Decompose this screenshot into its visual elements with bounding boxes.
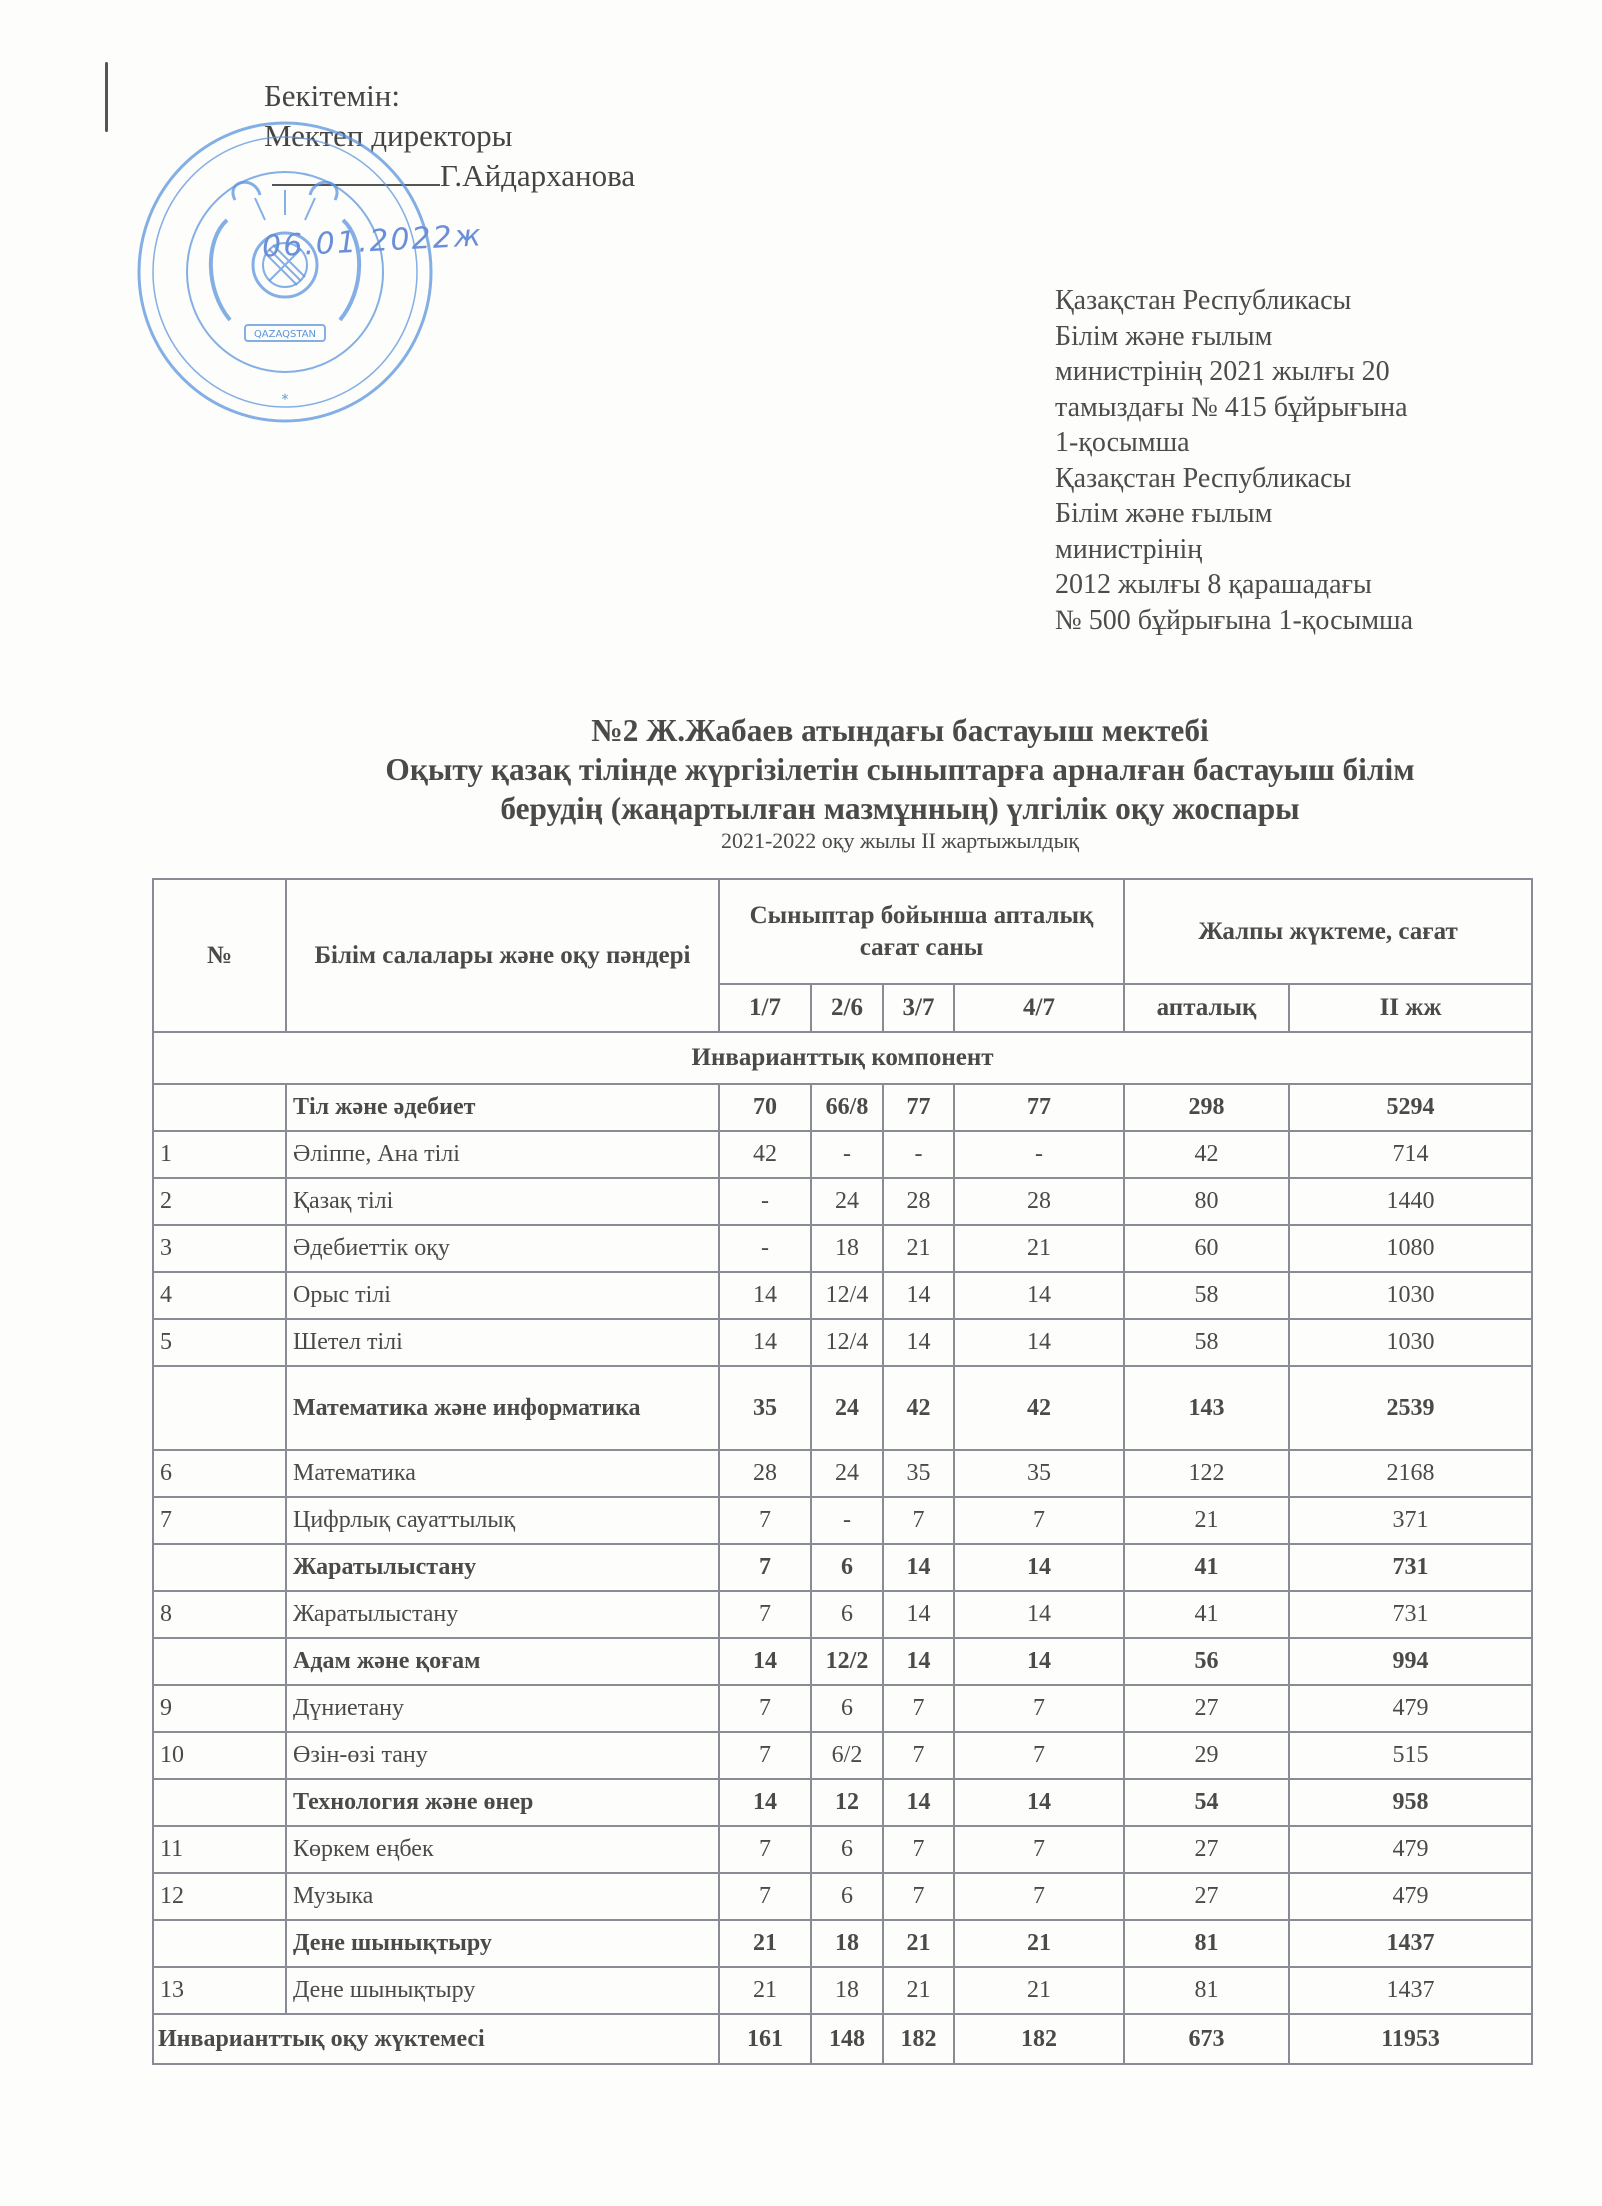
row-number: 9 — [153, 1685, 286, 1732]
semester-total: 714 — [1289, 1131, 1532, 1178]
group-row — [153, 1084, 1532, 1131]
seal-inner-text: QAZAQSTAN — [253, 329, 317, 340]
group-row — [153, 1779, 1532, 1826]
semester-total: 479 — [1289, 1685, 1532, 1732]
grade2-hours: - — [811, 1497, 883, 1544]
grade3-hours: 14 — [883, 1272, 954, 1319]
header-grade: 3/7 — [883, 984, 954, 1032]
grade1-hours: 14 — [719, 1779, 811, 1826]
grade1-hours: 35 — [719, 1366, 811, 1450]
handwritten-date: 06.01.2022ж — [261, 218, 484, 265]
approver-title: Мектеп директоры — [264, 118, 513, 153]
approval-label: Бекітемін: — [264, 78, 400, 113]
row-number — [153, 1544, 286, 1591]
grade3-hours: 7 — [883, 1732, 954, 1779]
subject-name: Әдебиеттік оқу — [286, 1225, 719, 1272]
weekly-total: 81 — [1124, 1920, 1289, 1967]
subject-name: Өзін-өзі тану — [286, 1732, 719, 1779]
grade4-hours: 14 — [954, 1591, 1124, 1638]
grade1-hours: 7 — [719, 1685, 811, 1732]
grade2-hours: 24 — [811, 1450, 883, 1497]
group-row — [153, 1366, 1532, 1450]
grade1-hours: 70 — [719, 1084, 811, 1131]
grade4-hours: 7 — [954, 1497, 1124, 1544]
grade2-hours: 6 — [811, 1685, 883, 1732]
row-number — [153, 1638, 286, 1685]
weekly-total: 122 — [1124, 1450, 1289, 1497]
grade4-hours: 14 — [954, 1779, 1124, 1826]
semester-total: 1030 — [1289, 1272, 1532, 1319]
grade2-hours: 6 — [811, 1826, 883, 1873]
appendix-line: 2012 жылғы 8 қарашадағы — [1055, 569, 1372, 600]
grade2-hours: 12 — [811, 1779, 883, 1826]
weekly-total: 298 — [1124, 1084, 1289, 1131]
grade2-hours: 148 — [811, 2014, 883, 2064]
appendix-line: Қазақстан Республикасы — [1055, 462, 1352, 494]
semester-total: 1437 — [1289, 1920, 1532, 1967]
table-row — [153, 1272, 1532, 1319]
grade4-hours: 7 — [954, 1873, 1124, 1920]
table-row — [153, 1497, 1532, 1544]
grade1-hours: 7 — [719, 1544, 811, 1591]
grade2-hours: 18 — [811, 1225, 883, 1272]
school-name: №2 Ж.Жабаев атындағы бастауыш мектебі — [591, 712, 1209, 748]
subject-name: Музыка — [286, 1873, 719, 1920]
grade2-hours: 24 — [811, 1178, 883, 1225]
group-row — [153, 1544, 1532, 1591]
grade2-hours: 12/4 — [811, 1272, 883, 1319]
grade2-hours: 66/8 — [811, 1084, 883, 1131]
appendix-line: Қазақстан Республикасы — [1055, 285, 1352, 316]
grade4-hours: 21 — [954, 1967, 1124, 2014]
subject-name: Технология және өнер — [286, 1779, 719, 1826]
table-row — [153, 1131, 1532, 1178]
row-number — [153, 1779, 286, 1826]
table-row — [153, 1178, 1532, 1225]
weekly-total: 673 — [1124, 2014, 1289, 2064]
signer-name: Г.Айдарханова — [440, 158, 636, 193]
table-row — [153, 1732, 1532, 1779]
grade1-hours: - — [719, 1178, 811, 1225]
weekly-total: 27 — [1124, 1685, 1289, 1732]
subject-name: Көркем еңбек — [286, 1826, 719, 1873]
grade1-hours: 7 — [719, 1826, 811, 1873]
appendix-line: тамыздағы № 415 бұйрығына — [1055, 391, 1408, 423]
row-number: 4 — [153, 1272, 286, 1319]
grade3-hours: 14 — [883, 1779, 954, 1826]
grade3-hours: 28 — [883, 1178, 954, 1225]
grade2-hours: 12/2 — [811, 1638, 883, 1685]
plan-title-line-2: берудің (жаңартылған мазмұнның) үлгілік оқу жоспары — [500, 790, 1300, 826]
weekly-total: 54 — [1124, 1779, 1289, 1826]
weekly-total: 41 — [1124, 1591, 1289, 1638]
row-number — [153, 1920, 286, 1967]
row-number: 10 — [153, 1732, 286, 1779]
semester-total: 1437 — [1289, 1967, 1532, 2014]
row-number: 1 — [153, 1131, 286, 1178]
grade1-hours: 28 — [719, 1450, 811, 1497]
header-weekly: апталық — [1124, 984, 1289, 1032]
row-number: 7 — [153, 1497, 286, 1544]
grade2-hours: 24 — [811, 1366, 883, 1450]
grade3-hours: 14 — [883, 1638, 954, 1685]
grade2-hours: 18 — [811, 1920, 883, 1967]
table-row — [153, 1967, 1532, 2014]
weekly-total: 41 — [1124, 1544, 1289, 1591]
subject-name: Орыс тілі — [286, 1272, 719, 1319]
appendix-line: № 500 бұйрығына 1-қосымша — [1055, 604, 1414, 636]
subject-name: Цифрлық сауаттылық — [286, 1497, 719, 1544]
appendix-reference — [1055, 283, 1413, 638]
grade2-hours: 6 — [811, 1873, 883, 1920]
semester-total: 479 — [1289, 1873, 1532, 1920]
header-grade: 2/6 — [811, 984, 883, 1032]
grade4-hours: 21 — [954, 1225, 1124, 1272]
group-row — [153, 1920, 1532, 1967]
header-grade: 1/7 — [719, 984, 811, 1032]
weekly-total: 60 — [1124, 1225, 1289, 1272]
header-semester: ІІ жж — [1289, 984, 1532, 1032]
grade2-hours: 6 — [811, 1544, 883, 1591]
grade3-hours: - — [883, 1131, 954, 1178]
semester-total: 2168 — [1289, 1450, 1532, 1497]
semester-total: 731 — [1289, 1544, 1532, 1591]
grade4-hours: 28 — [954, 1178, 1124, 1225]
grade3-hours: 182 — [883, 2014, 954, 2064]
semester-total: 5294 — [1289, 1084, 1532, 1131]
table-row — [153, 1873, 1532, 1920]
svg-text:*: * — [281, 392, 289, 408]
row-number: 13 — [153, 1967, 286, 2014]
grade4-hours: 14 — [954, 1638, 1124, 1685]
grade4-hours: 21 — [954, 1920, 1124, 1967]
subject-name: Қазақ тілі — [286, 1178, 719, 1225]
grade4-hours: 42 — [954, 1366, 1124, 1450]
header-total-load: Жалпы жүктеме, сағат — [1124, 879, 1532, 984]
grade3-hours: 14 — [883, 1591, 954, 1638]
group-row — [153, 1638, 1532, 1685]
row-number: 2 — [153, 1178, 286, 1225]
grade2-hours: 18 — [811, 1967, 883, 2014]
grade1-hours: 161 — [719, 2014, 811, 2064]
document-title — [250, 711, 1550, 854]
weekly-total: 42 — [1124, 1131, 1289, 1178]
grade1-hours: - — [719, 1225, 811, 1272]
subject-name: Дене шынықтыру — [286, 1967, 719, 2014]
header-grade: 4/7 — [954, 984, 1124, 1032]
semester-total: 11953 — [1289, 2014, 1532, 2064]
semester-total: 994 — [1289, 1638, 1532, 1685]
grade1-hours: 42 — [719, 1131, 811, 1178]
semester-total: 479 — [1289, 1826, 1532, 1873]
grade2-hours: 6 — [811, 1591, 883, 1638]
grade1-hours: 14 — [719, 1638, 811, 1685]
appendix-line: Білім және ғылым — [1055, 498, 1273, 529]
subject-name: Тіл және әдебиет — [286, 1084, 719, 1131]
binder-mark — [105, 62, 108, 132]
subject-name: Адам және қоғам — [286, 1638, 719, 1685]
grade4-hours: - — [954, 1131, 1124, 1178]
subject-name: Жаратылыстану — [286, 1544, 719, 1591]
grade4-hours: 14 — [954, 1544, 1124, 1591]
appendix-line: министрінің 2021 жылғы 20 — [1055, 356, 1390, 387]
grade2-hours: 6/2 — [811, 1732, 883, 1779]
table-row — [153, 1591, 1532, 1638]
grade1-hours: 21 — [719, 1967, 811, 2014]
weekly-total: 27 — [1124, 1826, 1289, 1873]
grade1-hours: 7 — [719, 1873, 811, 1920]
semester-total: 515 — [1289, 1732, 1532, 1779]
semester-total: 731 — [1289, 1591, 1532, 1638]
table-row — [153, 1450, 1532, 1497]
subject-name: Шетел тілі — [286, 1319, 719, 1366]
subject-name: Дене шынықтыру — [286, 1920, 719, 1967]
row-number — [153, 1366, 286, 1450]
grade3-hours: 7 — [883, 1873, 954, 1920]
grade4-hours: 35 — [954, 1450, 1124, 1497]
weekly-total: 58 — [1124, 1272, 1289, 1319]
grade2-hours: - — [811, 1131, 883, 1178]
total-row — [153, 2014, 1532, 2064]
grade4-hours: 7 — [954, 1826, 1124, 1873]
weekly-total: 80 — [1124, 1178, 1289, 1225]
appendix-line: Білім және ғылым — [1055, 320, 1273, 352]
weekly-total: 143 — [1124, 1366, 1289, 1450]
row-number: 11 — [153, 1826, 286, 1873]
table-row — [153, 1685, 1532, 1732]
section-row — [153, 1032, 1532, 1084]
grade3-hours: 77 — [883, 1084, 954, 1131]
subject-name: Дүниетану — [286, 1685, 719, 1732]
curriculum-table — [152, 878, 1533, 2065]
grade4-hours: 7 — [954, 1685, 1124, 1732]
total-label: Инварианттық оқу жүктемесі — [153, 2014, 719, 2064]
grade3-hours: 35 — [883, 1450, 954, 1497]
grade1-hours: 7 — [719, 1497, 811, 1544]
grade4-hours: 77 — [954, 1084, 1124, 1131]
grade3-hours: 21 — [883, 1920, 954, 1967]
subject-name: Әліппе, Ана тілі — [286, 1131, 719, 1178]
official-seal-icon — [135, 120, 435, 425]
grade1-hours: 21 — [719, 1920, 811, 1967]
header-number: № — [153, 879, 286, 1032]
grade3-hours: 7 — [883, 1826, 954, 1873]
academic-period: 2021-2022 оқу жылы ІІ жартыжылдық — [720, 828, 1080, 853]
semester-total: 1080 — [1289, 1225, 1532, 1272]
table-row — [153, 1225, 1532, 1272]
section-title: Инварианттық компонент — [153, 1032, 1532, 1084]
grade2-hours: 12/4 — [811, 1319, 883, 1366]
semester-total: 1440 — [1289, 1178, 1532, 1225]
grade3-hours: 7 — [883, 1497, 954, 1544]
plan-title-line-1: Оқыту қазақ тілінде жүргізілетін сыныптарға арналған бастауыш білім — [385, 751, 1415, 787]
row-number: 12 — [153, 1873, 286, 1920]
grade4-hours: 7 — [954, 1732, 1124, 1779]
subject-name: Математика және информатика — [286, 1366, 719, 1450]
row-number: 6 — [153, 1450, 286, 1497]
weekly-total: 27 — [1124, 1873, 1289, 1920]
weekly-total: 58 — [1124, 1319, 1289, 1366]
subject-name: Жаратылыстану — [286, 1591, 719, 1638]
grade3-hours: 21 — [883, 1967, 954, 2014]
semester-total: 371 — [1289, 1497, 1532, 1544]
grade3-hours: 42 — [883, 1366, 954, 1450]
table-row — [153, 1826, 1532, 1873]
grade3-hours: 21 — [883, 1225, 954, 1272]
semester-total: 958 — [1289, 1779, 1532, 1826]
weekly-total: 29 — [1124, 1732, 1289, 1779]
grade1-hours: 7 — [719, 1732, 811, 1779]
grade4-hours: 182 — [954, 2014, 1124, 2064]
grade4-hours: 14 — [954, 1319, 1124, 1366]
header-weekly-hours: Сыныптар бойынша апталық сағат саны — [719, 879, 1124, 984]
header-subject: Білім салалары және оқу пәндері — [286, 879, 719, 1032]
row-number — [153, 1084, 286, 1131]
semester-total: 2539 — [1289, 1366, 1532, 1450]
grade3-hours: 7 — [883, 1685, 954, 1732]
grade1-hours: 14 — [719, 1272, 811, 1319]
row-number: 5 — [153, 1319, 286, 1366]
grade1-hours: 14 — [719, 1319, 811, 1366]
grade1-hours: 7 — [719, 1591, 811, 1638]
weekly-total: 56 — [1124, 1638, 1289, 1685]
row-number: 8 — [153, 1591, 286, 1638]
row-number: 3 — [153, 1225, 286, 1272]
grade3-hours: 14 — [883, 1544, 954, 1591]
table-row — [153, 1319, 1532, 1366]
appendix-line: министрінің — [1055, 533, 1203, 565]
appendix-line: 1-қосымша — [1055, 427, 1190, 458]
table-header-row — [153, 879, 1532, 984]
grade3-hours: 14 — [883, 1319, 954, 1366]
weekly-total: 21 — [1124, 1497, 1289, 1544]
weekly-total: 81 — [1124, 1967, 1289, 2014]
subject-name: Математика — [286, 1450, 719, 1497]
semester-total: 1030 — [1289, 1319, 1532, 1366]
grade4-hours: 14 — [954, 1272, 1124, 1319]
